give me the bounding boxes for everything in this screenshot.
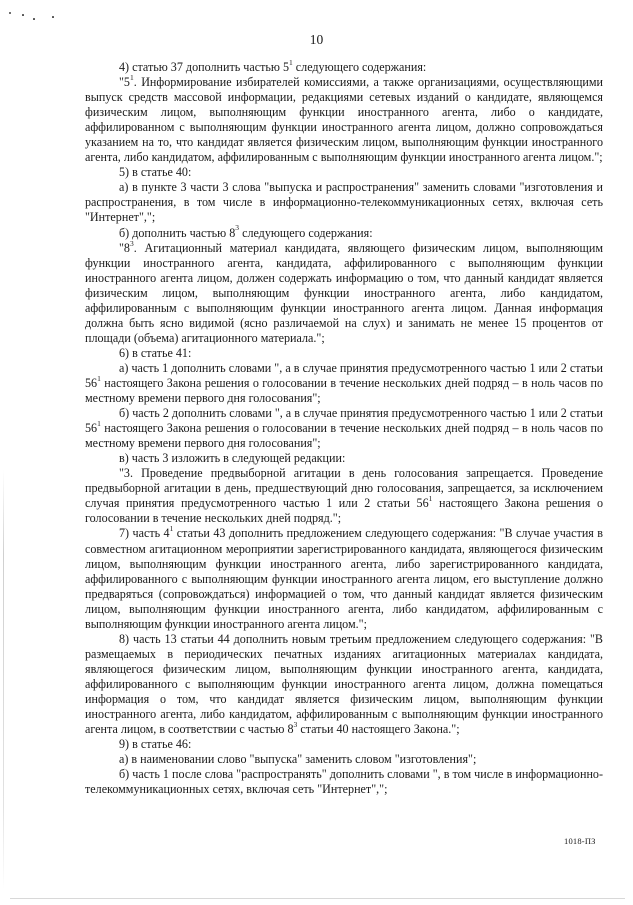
scan-edge-left (3, 470, 4, 890)
paragraph: б) часть 2 дополнить словами ", а в случае принятия предусмотренного частью 1 или 2 статьи $56^1$ настоящего Закона решения о голосовании в течение нескольких дней подряд – в ноль часов по местному времени первого дня голосования"; (85, 406, 603, 451)
paragraph: 5) в статье 40: (119, 165, 192, 180)
scan-speck (52, 16, 54, 18)
document-body (85, 57, 603, 797)
scan-speck (33, 18, 35, 20)
paragraph: "$8^3$. Агитационный материал кандидата, являющего физическим лицом, выполняющим функции иностранного агента, кандидата, аффилированного с выполняющим функции иностранного агента лицом, должен содержать информацию о том, что данный кандидат является физическим лицом, выполняющим функции иностранного агента, либо кандидатом, аффилированным с выполняющим функции иностранного агента лицом. Данная информация должна быть ясно видимой (ясно различаемой на слух) и занимать не менее 15 процентов от площади (объема) агитационного материала."; (85, 238, 603, 345)
paragraph: 7) часть $4^1$ статьи 43 дополнить предложением следующего содержания: "В случае участия в совместном агитационном мероприятии зарегистрированного кандидата, являющегося физическим лицом, выполняющим функции иностранного агента, либо зарегистрированного кандидата, аффилированного с выполняющим функции иностранного агента лицом, его выступление должно предваряться (сопровождаться) информацией о том, что данный кандидат является физическим лицом, выполняющим функции иностранного агента, либо кандидатом, аффилированным с выполняющим функции иностранного агента лицом."; (85, 524, 603, 631)
paragraph: 8) часть 13 статьи 44 дополнить новым третьим предложением следующего содержания: "В размещаемых в периодических печатных изданиях агитационных материалах кандидата, являющегося физическим лицом, выполняющим функции иностранного агента, кандидата, аффилированного с выполняющим функции иностранного агента лицом, должна помещаться информация о том, что кандидат является физическим лицом, выполняющим функции иностранного агента, либо кандидатом, аффилированным с выполняющим функции иностранного агента лицом, в соответствии с частью $8^3$ статьи 40 настоящего Закона."; (85, 631, 603, 737)
paragraph: 4) статью 37 дополнить частью $5^1$ следующего содержания: (119, 57, 427, 74)
scan-speck (9, 12, 11, 14)
paragraph: 6) в статье 41: (119, 345, 192, 360)
paragraph: а) в пункте 3 части 3 слова "выпуска и распространения" заменить словами "изготовления и распространения, в том числе в информационно-телекоммуникационных сетях, включая сеть "Интернет","; (85, 180, 603, 225)
document-code: 1018-ПЗ (564, 836, 596, 846)
scan-edge-bottom (10, 898, 625, 899)
paragraph: а) часть 1 дополнить словами ", а в случае принятия предусмотренного частью 1 или 2 статьи $56^1$ настоящего Закона решения о голосовании в течение нескольких дней подряд – в ноль часов по местному времени первого дня голосования"; (85, 360, 603, 406)
scan-speck (22, 14, 24, 16)
paragraph: "3. Проведение предвыборной агитации в день голосования запрещается. Проведение предвыборной агитации в день, предшествующий дню голосования, запрещается, за исключением случая принятия предусмотренного частью 1 или 2 статьи $56^1$ настоящего Закона решения о голосовании в течение нескольких дней подряд."; (85, 466, 603, 526)
page-number: 10 (309, 32, 324, 47)
paragraph: б) дополнить частью $8^3$ следующего содержания: (119, 223, 373, 240)
paragraph: 9) в статье 46: (119, 737, 192, 752)
paragraph: а) в наименовании слово "выпуска" заменить словом "изготовления"; (119, 752, 477, 767)
paragraph: б) часть 1 после слова "распространять" дополнить словами ", в том числе в информационно-телекоммуникационных сетях, включая сеть "Интернет","; (85, 767, 603, 797)
paragraph: в) часть 3 изложить в следующей редакции: (119, 451, 346, 466)
paragraph: "$5^1$. Информирование избирателей комиссиями, а также организациями, осуществляющими выпуск средств массовой информации, редакциями сетевых изданий о кандидате, являющемся физическим лицом, выполняющим функции иностранного агента, либо о кандидате, аффилированном с выполняющим функции иностранного агента лицом, должно сопровождаться указанием на то, что кандидат является физическим лицом, выполняющим функции иностранного агента, либо кандидатом, аффилированным с выполняющим функции иностранного агента лицом."; (85, 73, 603, 165)
